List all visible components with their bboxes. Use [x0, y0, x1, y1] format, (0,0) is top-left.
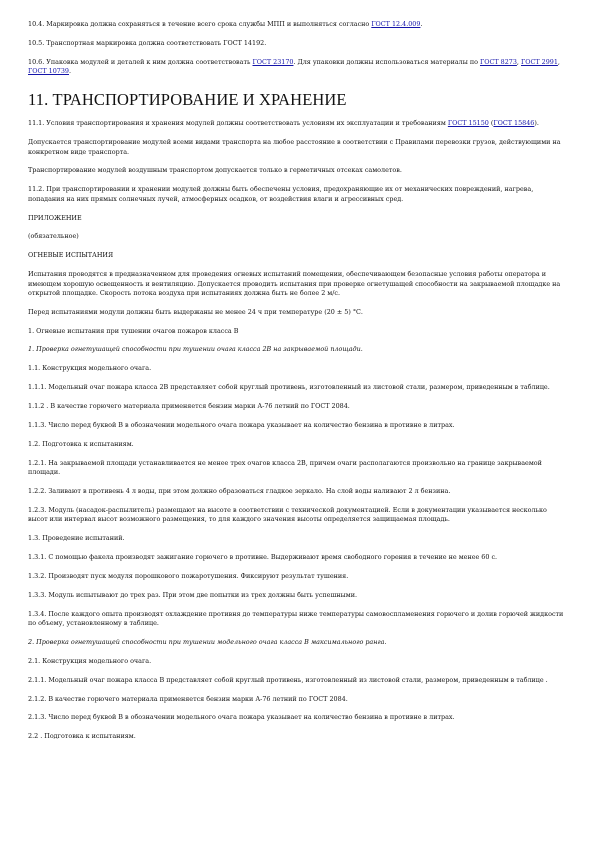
- separator: ,: [516, 57, 521, 66]
- paragraph-text: 11.1. Условия транспортирования и хранения модулей должны соответствовать условиям их эксплуатации и требованиям: [28, 119, 448, 128]
- paragraph-1-2: 1.2. Подготовка к испытаниям.: [28, 439, 134, 448]
- gost-link[interactable]: ГОСТ 15150: [447, 119, 489, 128]
- paragraph-2-1-1: 2.1.1. Модельный очаг пожара класса В представляет собой круглый противень, изготовленный из листовой стали, размером, приведенным в таблице .: [28, 675, 548, 684]
- paragraph-1-1-1: 1.1.1. Модельный очаг пожара класса 2В представляет собой круглый противень, изготовленный из листовой стали, размером, приведенным в таблице.: [28, 383, 550, 392]
- paragraph-1-3: 1.3. Проведение испытаний.: [28, 534, 125, 543]
- paragraph-1-2-1: 1.2.1. На закрываемой площади устанавливается не менее трех очагов класса 2В, причем очаги располагаются произвольно на границе закрываемой площади.: [28, 458, 542, 477]
- gost-link[interactable]: ГОСТ 23170: [252, 57, 294, 66]
- subsection-heading-1: 1. Огневые испытания при тушении очагов пожаров класса В: [28, 326, 239, 335]
- gost-link[interactable]: ГОСТ 10739: [28, 67, 69, 76]
- paragraph-2-1: 2.1. Конструкция модельного очага.: [28, 656, 152, 665]
- separator: ,: [557, 57, 560, 66]
- paragraph-1-1-3: 1.1.3. Число перед буквой В в обозначении модельного очага пожара указывает на количество бензина в противне в литрах.: [28, 421, 455, 430]
- paragraph-11-2: 11.2. При транспортировании и хранении модулей должны быть обеспечены условия, предохраняющие их от механических повреждений, нагрева, попадания на них прямых солнечных лучей, атмосферных осадков, от воздействия влаги и агрессивных сред.: [28, 185, 534, 203]
- gost-link[interactable]: ГОСТ 15846: [493, 119, 535, 128]
- gost-link[interactable]: ГОСТ 2991: [520, 57, 558, 66]
- paragraph-1-3-3: 1.3.3. Модуль испытывают до трех раз. При этом две попытки из трех должны быть успешными.: [28, 590, 357, 599]
- paragraph-text: . Для упаковки должны использоваться материалы по: [293, 57, 480, 66]
- paragraph-2-2: 2.2 . Подготовка к испытаниям.: [28, 732, 136, 741]
- paragraph-conditioning: Перед испытаниями модули должны быть выдержаны не менее 24 ч при температуре (20 ± 5) °С.: [28, 307, 363, 316]
- appendix-heading: ОГНЕВЫЕ ИСПЫТАНИЯ: [28, 251, 114, 260]
- paragraph-1-3-4: 1.3.4. После каждого опыта производят охлаждение противня до температуры ниже температуры самовоспламенения горючего и долив горючей жидкости по объему, установленному в таблице.: [28, 609, 564, 627]
- paragraph-text: .: [68, 67, 72, 76]
- gost-link[interactable]: ГОСТ 12.4.009: [371, 20, 421, 28]
- paragraph-1-1-2: 1.1.2 . В качестве горючего материала применяется бензин марки А-76 летний по ГОСТ 2084.: [28, 402, 350, 411]
- paragraph-transport-all: Допускается транспортирование модулей всеми видами транспорта на любое расстояние в соответствии с Правилами перевозки грузов, действующими на конкретном виде транспорта.: [28, 138, 561, 156]
- italic-heading-2: 2. Проверка огнетушащей способности при тушении модельного очага класса В максимального ранга.: [28, 637, 387, 646]
- paragraph-test-conditions: Испытания проводятся в предназначенном для проведения огневых испытаний помещении, обеспечивающем безопасные условия работы оператора и имеющем хорошую освещенность и вентиляцию. Допускается проводить испытания при проверке огнетушащей способности на закрываемой площадке на открытой площадке. Скорость потока воздуха при испытаниях должна быть не более 2 м/с.: [28, 270, 561, 297]
- paragraph-text: (: [488, 119, 494, 128]
- paragraph-text: 10.4. Маркировка должна сохраняться в течение всего срока службы МПП и выполняться согласно: [28, 20, 372, 28]
- paragraph-11-1: [28, 119, 567, 128]
- italic-heading-1: 1. Проверка огнетушащей способности при тушении очага класса 2В на закрываемой площади.: [28, 345, 363, 354]
- paragraph-10-4: [28, 20, 567, 29]
- paragraph-1-1: 1.1. Конструкция модельного очага.: [28, 364, 152, 373]
- section-heading: 11. ТРАНСПОРТИРОВАНИЕ И ХРАНЕНИЕ: [28, 90, 347, 110]
- paragraph-1-2-3: 1.2.3. Модуль (насадок-распылитель) размещают на высоте в соответствии с технической документацией. Если в документации указывается несколько высот или интервал высот возможного размещения, то для каждого значения высоты определяется защищаемая площадь.: [28, 505, 547, 524]
- paragraph-2-1-2: 2.1.2. В качестве горючего материала применяется бензин марки А-76 летний по ГОСТ 2084.: [28, 694, 348, 703]
- appendix-status: (обязательное): [28, 232, 79, 241]
- paragraph-2-1-3: 2.1.3. Число перед буквой В в обозначении модельного очага пожара указывает на количество бензина в противне в литрах.: [28, 713, 455, 722]
- appendix-title: ПРИЛОЖЕНИЕ: [28, 213, 82, 222]
- paragraph-transport-air: Транспортирование модулей воздушным транспортом допускается только в герметичных отсеках самолетов.: [28, 166, 402, 175]
- paragraph-10-5: 10.5. Транспортная маркировка должна соответствовать ГОСТ 14192.: [28, 38, 267, 47]
- paragraph-text: ).: [534, 119, 539, 128]
- paragraph-text: .: [420, 20, 423, 28]
- gost-link[interactable]: ГОСТ 8273: [479, 57, 517, 66]
- paragraph-10-6: [28, 58, 567, 77]
- paragraph-text: 10.6. Упаковка модулей и деталей к ним должна соответствовать: [28, 57, 253, 66]
- paragraph-1-2-2: 1.2.2. Заливают в противень 4 л воды, при этом должно образоваться гладкое зеркало. На слой воды наливают 2 л бензина.: [28, 487, 451, 495]
- paragraph-1-3-2: 1.3.2. Производят пуск модуля порошкового пожаротушения. Фиксируют результат тушения.: [28, 571, 349, 580]
- paragraph-1-3-1: 1.3.1. С помощью факела производят зажигание горючего в противне. Выдерживают время свободного горения в течение не менее 60 с.: [28, 552, 498, 561]
